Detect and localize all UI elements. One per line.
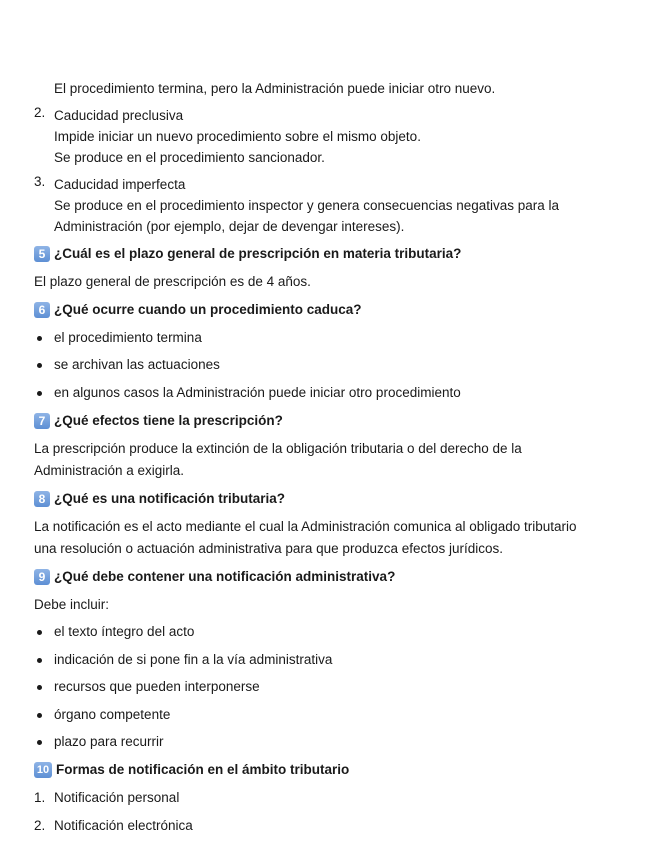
section-title: ¿Cuál es el plazo general de prescripción en materia tributaria?	[54, 246, 462, 261]
list-item: el texto íntegro del acto	[34, 621, 624, 643]
list-item: en algunos casos la Administración puede iniciar otro procedimiento	[34, 382, 624, 404]
list-item: recursos que pueden interponerse	[34, 676, 624, 698]
section-text: La prescripción produce la extinción de la obligación tributaria o del derecho de la Administración a exigirla.	[34, 440, 522, 478]
section-heading	[34, 410, 624, 432]
section-heading	[34, 299, 624, 321]
bullet-list	[34, 327, 624, 404]
bullet-icon	[34, 649, 54, 671]
list-item-title: Caducidad preclusiva	[54, 108, 184, 123]
list-item: 3. Caducidad imperfecta Se produce en el procedimiento inspector y genera consecuencias negativas para la Administración (por ejemplo, dejar de devengar intereses).	[34, 174, 624, 237]
bullet-icon	[34, 327, 54, 349]
section-heading	[34, 566, 624, 588]
section-title: ¿Qué ocurre cuando un procedimiento caduca?	[54, 302, 362, 317]
list-item: plazo para recurrir	[34, 731, 624, 753]
list-item-title: Caducidad imperfecta	[54, 177, 186, 192]
bullet-list	[34, 621, 624, 753]
list-item: 2. Caducidad preclusiva Impide iniciar un nuevo procedimiento sobre el mismo objeto. Se produce en el procedimiento sancionador.	[34, 105, 624, 168]
list-item: órgano competente	[34, 704, 624, 726]
list-item: se archivan las actuaciones	[34, 354, 624, 376]
bullet-icon	[34, 621, 54, 643]
section-title: ¿Qué es una notificación tributaria?	[54, 490, 286, 506]
number-badge-icon: 6	[34, 302, 50, 318]
bullet-icon	[34, 382, 54, 404]
number-badge-icon: 7	[34, 413, 50, 429]
section-text: El plazo general de prescripción es de 4 años.	[34, 274, 311, 289]
list-item: 1. Notificación personal	[34, 790, 180, 805]
number-badge-icon: 8	[34, 491, 50, 507]
bullet-icon	[34, 676, 54, 698]
bullet-icon	[34, 731, 54, 753]
bullet-icon	[34, 704, 54, 726]
list-item: 2. Notificación electrónica	[34, 818, 193, 833]
section-lead: Debe incluir:	[34, 596, 110, 612]
section-heading	[34, 488, 624, 510]
list-item-text: Administración (por ejemplo, dejar de devengar intereses).	[54, 219, 405, 234]
number-badge-icon: 10	[34, 762, 52, 778]
list-item: el procedimiento termina	[34, 327, 624, 349]
list-item: indicación de si pone fin a la vía administrativa	[34, 649, 624, 671]
number-badge-icon: 9	[34, 569, 50, 585]
intro-line: El procedimiento termina, pero la Administración puede iniciar otro nuevo.	[54, 81, 496, 96]
section-text: La notificación es el acto mediante el cual la Administración comunica al obligado tributario una resolución o actuación administrativa para que produzca efectos jurídicos.	[34, 518, 577, 556]
list-item-text: Se produce en el procedimiento sancionador.	[54, 150, 325, 165]
section-title: ¿Qué debe contener una notificación administrativa?	[54, 568, 396, 584]
bullet-icon	[34, 354, 54, 376]
section-heading	[34, 759, 624, 781]
section-heading	[34, 243, 624, 265]
list-item-text: Impide iniciar un nuevo procedimiento sobre el mismo objeto.	[54, 129, 421, 144]
document-page	[34, 78, 624, 837]
list-item-text: Se produce en el procedimiento inspector y genera consecuencias negativas para la	[54, 198, 560, 213]
section-title: ¿Qué efectos tiene la prescripción?	[54, 412, 283, 428]
section-title: Formas de notificación en el ámbito tributario	[56, 762, 350, 777]
number-badge-icon: 5	[34, 246, 50, 262]
